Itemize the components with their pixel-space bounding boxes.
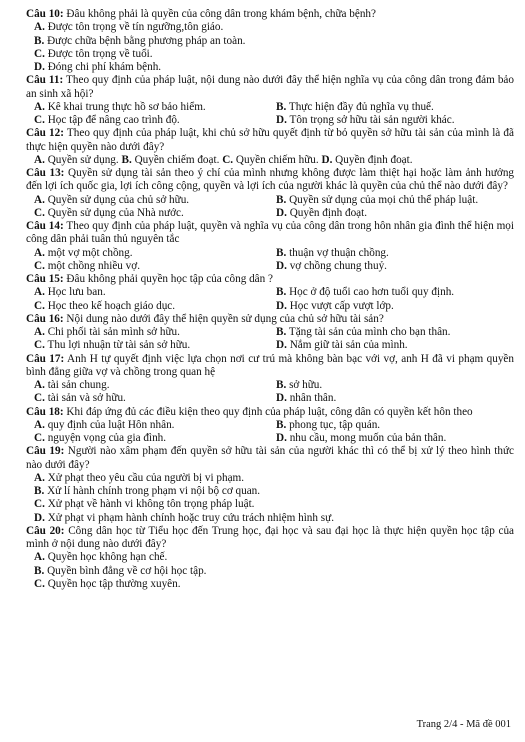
option-text: Học lưu ban.: [47, 286, 106, 299]
answer-option[interactable]: [276, 114, 455, 126]
answer-option[interactable]: [34, 392, 126, 404]
option-text: Quyền định đoạt.: [335, 153, 413, 166]
options-row: [26, 432, 514, 445]
option-text: Đóng chi phí khám bệnh.: [47, 61, 162, 73]
option-label: A.: [34, 100, 45, 113]
option-label: A.: [34, 471, 45, 484]
option-text: một vợ một chồng.: [47, 246, 133, 259]
option-text: Kê khai trung thực hồ sơ bảo hiểm.: [47, 100, 206, 113]
answer-option[interactable]: [34, 498, 254, 510]
question-stem: [26, 406, 514, 419]
option-text: thuận vợ thuận chồng.: [289, 246, 389, 259]
question-number: Câu 13:: [26, 167, 65, 179]
question-stem: [26, 273, 514, 286]
question-block: [26, 74, 514, 127]
answer-option[interactable]: [276, 101, 434, 113]
answer-option[interactable]: [276, 260, 387, 272]
option-text: sở hữu.: [289, 379, 323, 391]
question-text: Anh H tự quyết định việc lựa chọn nơi cư trú mà không bàn bạc với vợ, anh H đã vi phạm quyền bình đẳng giữa vợ và chồng trong quan hệ: [26, 352, 514, 378]
answer-option[interactable]: [276, 207, 367, 219]
answer-option[interactable]: [34, 194, 189, 206]
question-text: Theo quy định của pháp luật, quyền và nghĩa vụ của công dân trong hôn nhân gia đình thể hiện mọi công dân phải tuân thủ nguyên tắc: [26, 220, 514, 246]
question-stem: [26, 167, 514, 194]
question-number: Câu 18:: [26, 405, 64, 418]
option-label: A.: [34, 21, 45, 34]
option-label: C.: [34, 114, 45, 126]
option-text: Học ở độ tuổi cao hơn tuổi quy định.: [289, 286, 455, 299]
option-text: quy định của luật Hôn nhân.: [47, 418, 175, 431]
answer-option[interactable]: [222, 154, 319, 166]
question-number: Câu 16:: [26, 312, 64, 325]
options-row: [26, 339, 514, 352]
answer-option[interactable]: [34, 48, 153, 60]
question-number: Câu 17:: [26, 352, 65, 365]
option-text: Xử phạt vi phạm hành chính hoặc truy cứu trách nhiệm hình sự.: [47, 511, 335, 524]
options-row: [26, 207, 514, 220]
option-label: C.: [222, 153, 234, 166]
option-text: Học tập để nâng cao trình độ.: [47, 114, 180, 126]
option-label: D.: [321, 153, 333, 166]
option-label: C.: [34, 259, 45, 272]
options-row: [26, 326, 514, 339]
answer-option[interactable]: [34, 247, 133, 259]
question-block: [26, 353, 514, 406]
answer-option[interactable]: [276, 247, 389, 259]
option-text: Tôn trọng sở hữu tài sản người khác.: [289, 114, 455, 126]
option-label: A.: [34, 551, 45, 564]
option-text: Học vượt cấp vượt lớp.: [289, 299, 394, 312]
option-label: C.: [34, 206, 45, 219]
option-label: A.: [34, 326, 45, 338]
option-label: B.: [34, 485, 45, 497]
option-label: C.: [34, 392, 45, 405]
question-block: [26, 167, 514, 220]
question-stem: [26, 313, 514, 326]
option-text: nhân thân.: [289, 392, 337, 405]
option-label: B.: [276, 418, 287, 431]
answer-option[interactable]: [34, 260, 140, 272]
question-stem: [26, 127, 514, 154]
question-number: Câu 10:: [26, 8, 64, 20]
question-text: Theo quy định của pháp luật, khi chủ sở hữu quyết định từ bỏ quyền sở hữu tài sản của mình là đã thực hiện quyền nào dưới đây?: [26, 127, 514, 153]
option-label: D.: [276, 206, 287, 219]
answer-option[interactable]: [34, 551, 167, 563]
option-text: phong tục, tập quán.: [289, 418, 381, 431]
option-text: Quyền sử dụng của Nhà nước.: [47, 206, 184, 219]
option-label: A.: [34, 153, 45, 166]
answer-option[interactable]: [276, 339, 408, 351]
option-label: A.: [34, 193, 45, 206]
options-row: [26, 392, 514, 405]
answer-option[interactable]: [34, 326, 180, 338]
answer-option[interactable]: [34, 21, 223, 33]
option-text: tài sản chung.: [47, 379, 110, 391]
question-text: Quyền sử dụng tài sản theo ý chí của mình nhưng không được làm thiệt hại hoặc làm ảnh hưởng đến lợi ích quốc gia, lợi ích công cộng, quyền và lợi ích của người khác là quyền của chủ thể nào dưới đây?: [26, 167, 515, 193]
options-row: [26, 114, 514, 127]
option-label: B.: [34, 564, 45, 577]
answer-option[interactable]: [34, 432, 166, 444]
answer-option[interactable]: [276, 194, 478, 206]
question-text: Nội dung nào dưới đây thể hiện quyền sử dụng của chủ sở hữu tài sản?: [66, 312, 384, 325]
options-row: [26, 194, 514, 207]
answer-option[interactable]: [321, 154, 412, 166]
question-stem: [26, 445, 514, 472]
option-text: Quyền chiếm hữu.: [235, 153, 319, 166]
option-label: A.: [34, 286, 45, 299]
options-row: [26, 379, 514, 392]
question-text: Người nào xâm phạm đến quyền sở hữu tài sản của người khác thì có thể bị xử lý theo hình thức nào dưới đây?: [26, 445, 514, 471]
option-label: B.: [276, 286, 287, 299]
option-label: C.: [34, 339, 45, 352]
option-label: D.: [276, 339, 287, 352]
option-label: D.: [276, 392, 287, 405]
question-text: Đâu không phải là quyền của công dân trong khám bệnh, chữa bệnh?: [66, 8, 376, 20]
option-label: B.: [121, 153, 132, 166]
question-number: Câu 20:: [26, 524, 65, 537]
answer-option[interactable]: [34, 379, 110, 391]
question-number: Câu 15:: [26, 273, 64, 285]
option-label: B.: [276, 193, 287, 206]
answer-option[interactable]: [34, 485, 260, 497]
question-number: Câu 12:: [26, 127, 64, 140]
question-text: Công dân học từ Tiểu học đến Trung học, đại học và sau đại học là thực hiện quyền học tập của mình ở nội dung nào dưới đây?: [26, 524, 515, 550]
question-stem: [26, 220, 514, 247]
answer-option[interactable]: [34, 300, 175, 312]
option-text: Được tôn trọng về tuổi.: [47, 47, 153, 60]
option-label: A.: [34, 246, 45, 259]
option-label: B.: [276, 100, 287, 113]
answer-option[interactable]: [276, 286, 454, 298]
option-text: Quyền sử dụng của mọi chủ thể pháp luật.: [289, 193, 479, 206]
question-block: [26, 127, 514, 167]
answer-option[interactable]: [276, 419, 380, 431]
answer-option[interactable]: [34, 339, 190, 351]
option-text: Thu lợi nhuận từ tài sản sở hữu.: [47, 339, 191, 352]
question-block: [26, 273, 514, 313]
option-text: Chi phối tài sản mình sở hữu.: [47, 326, 180, 338]
option-label: D.: [34, 511, 45, 524]
answer-option[interactable]: [34, 419, 174, 431]
answer-option[interactable]: [276, 300, 394, 312]
option-label: C.: [34, 299, 45, 312]
answer-option[interactable]: [276, 432, 446, 444]
option-label: C.: [34, 498, 45, 511]
question-block: [26, 8, 514, 74]
option-text: Quyền sử dụng.: [47, 153, 119, 166]
option-text: nhu cầu, mong muốn của bản thân.: [289, 432, 447, 444]
options-row: [26, 300, 514, 313]
question-block: [26, 313, 514, 353]
question-number: Câu 14:: [26, 220, 64, 232]
option-text: tài sản và sở hữu.: [47, 392, 126, 405]
answer-option[interactable]: [34, 61, 161, 73]
exam-page: [26, 8, 514, 591]
question-block: [26, 406, 514, 446]
option-label: C.: [34, 577, 45, 590]
question-text: Theo quy định của pháp luật, nội dung nào dưới đây thể hiện nghĩa vụ của công dân trong đảm bảo an sinh xã hội?: [26, 74, 514, 100]
option-label: B.: [276, 246, 287, 259]
options-row: [26, 154, 514, 167]
option-text: một chồng nhiều vợ.: [47, 259, 140, 272]
answer-option[interactable]: [34, 512, 334, 524]
answer-option[interactable]: [34, 35, 245, 47]
option-text: Quyền định đoạt.: [289, 206, 368, 219]
option-text: Quyền học tập thường xuyên.: [47, 577, 181, 590]
answer-option[interactable]: [34, 472, 244, 484]
answer-option[interactable]: [276, 326, 450, 338]
page-footer: Trang 2/4 - Mã đề 001: [416, 719, 511, 730]
options-row: [26, 101, 514, 114]
answer-option[interactable]: [34, 114, 180, 126]
option-label: D.: [276, 114, 287, 126]
option-label: D.: [276, 259, 287, 272]
options-row: [26, 247, 514, 260]
option-label: A.: [34, 418, 45, 431]
answer-option[interactable]: [34, 565, 206, 577]
option-label: B.: [276, 326, 287, 338]
option-text: Học theo kế hoạch giáo dục.: [47, 299, 176, 312]
answer-option[interactable]: [34, 207, 184, 219]
option-text: Quyền sử dụng của chủ sở hữu.: [47, 193, 190, 206]
option-text: Nắm giữ tài sản của mình.: [289, 339, 408, 352]
option-text: Quyền học không hạn chế.: [47, 551, 168, 564]
question-stem: [26, 8, 514, 21]
option-label: C.: [34, 432, 45, 444]
answer-option[interactable]: [122, 154, 220, 166]
option-text: Quyền bình đẳng về cơ hội học tập.: [47, 564, 207, 577]
option-label: D.: [276, 299, 287, 312]
option-text: Xử phạt về hành vi không tôn trọng pháp luật.: [47, 498, 255, 511]
question-number: Câu 19:: [26, 445, 65, 458]
option-text: Tặng tài sản của mình cho bạn thân.: [288, 326, 451, 338]
option-text: Thực hiện đầy đủ nghĩa vụ thuế.: [288, 100, 434, 113]
option-text: Được tôn trọng về tín ngưỡng,tôn giáo.: [47, 21, 224, 34]
option-label: D.: [34, 61, 45, 73]
option-label: B.: [34, 34, 45, 47]
answer-option[interactable]: [34, 578, 181, 590]
question-stem: [26, 74, 514, 101]
options-row: [26, 419, 514, 432]
answer-option[interactable]: [276, 379, 322, 391]
question-number: Câu 11:: [26, 74, 64, 87]
answer-option[interactable]: [34, 154, 119, 166]
option-text: vợ chồng chung thuỷ.: [289, 259, 387, 272]
answer-option[interactable]: [276, 392, 336, 404]
answer-option[interactable]: [34, 101, 206, 113]
question-stem: [26, 525, 514, 552]
option-text: Xử phạt theo yêu cầu của người bị vi phạm.: [47, 471, 245, 484]
option-text: Xử lí hành chính trong phạm vi nội bộ cơ quan.: [47, 485, 261, 497]
option-label: B.: [276, 379, 287, 391]
question-stem: [26, 353, 514, 380]
question-block: [26, 525, 514, 591]
options-row: [26, 286, 514, 299]
option-label: A.: [34, 379, 45, 391]
option-text: Được chữa bệnh bằng phương pháp an toàn.: [47, 34, 246, 47]
option-label: C.: [34, 47, 45, 60]
option-label: D.: [276, 432, 287, 444]
question-block: [26, 445, 514, 525]
question-text: Đâu không phải quyền học tập của công dân ?: [66, 273, 273, 285]
options-row: [26, 260, 514, 273]
question-block: [26, 220, 514, 273]
answer-option[interactable]: [34, 286, 106, 298]
option-text: nguyện vọng của gia đình.: [47, 432, 167, 444]
option-text: Quyền chiếm đoạt.: [134, 153, 220, 166]
question-text: Khi đáp ứng đủ các điều kiện theo quy định của pháp luật, công dân có quyền kết hôn theo: [66, 405, 473, 418]
